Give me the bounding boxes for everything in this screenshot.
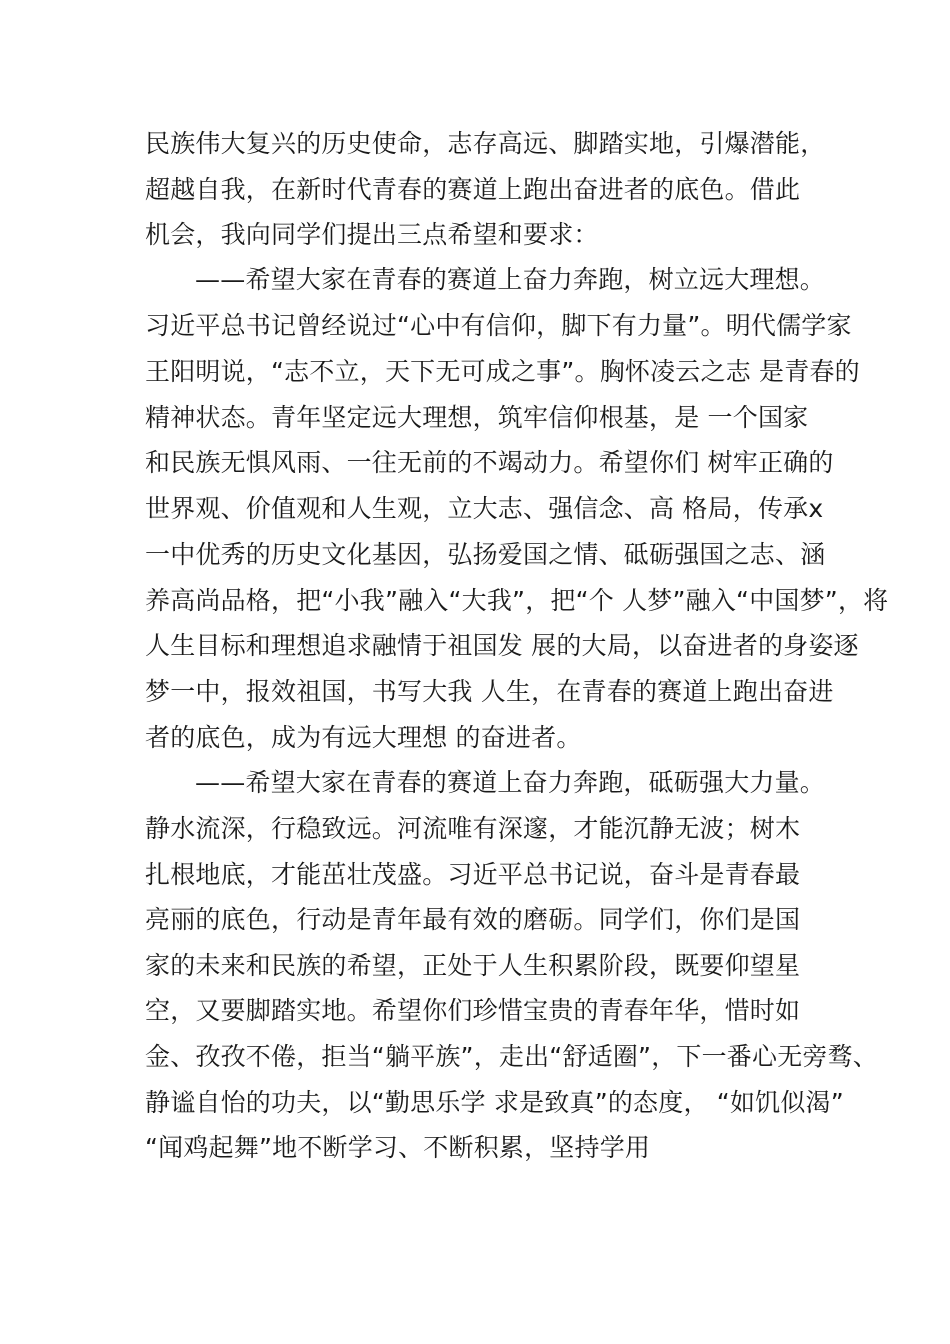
text-line: 王阳明说，“志不立，天下无可成之事”。胸怀凌云之志 是青春的	[145, 357, 860, 386]
text-line: 养高尚品格，把“小我”融入“大我”，把“个 人梦”融入“中国梦”，将	[145, 586, 889, 615]
text-line: 者的底色，成为有远大理想 的奋进者。	[145, 723, 582, 752]
text-line: 超越自我，在新时代青春的赛道上跑出奋进者的底色。借此	[145, 175, 801, 204]
text-line: 人生目标和理想追求融情于祖国发 展的大局，以奋进者的身姿逐	[145, 631, 859, 660]
text-line: 梦一中，报效祖国，书写大我 人生，在青春的赛道上跑出奋进	[145, 677, 834, 706]
text-line: 世界观、价值观和人生观，立大志、强信念、高 格局，传承x	[145, 494, 824, 523]
text-line: 民族伟大复兴的历史使命，志存高远、脚踏实地，引爆潜能，	[145, 129, 826, 158]
text-line: 静谧自怡的功夫，以“勤思乐学 求是致真”的态度， “如饥似渴”	[145, 1088, 844, 1117]
text-line: 和民族无惧风雨、一往无前的不竭动力。希望你们 树牢正确的	[145, 448, 834, 477]
text-line: 亮丽的底色，行动是青年最有效的磨砺。同学们，你们是国	[145, 905, 801, 934]
text-line: “闻鸡起舞”地不断学习、不断积累，坚持学用	[145, 1133, 651, 1162]
paragraph-first-line: ——希望大家在青春的赛道上奋力奔跑，树立远大理想。	[195, 265, 826, 294]
text-line: 习近平总书记曾经说过“心中有信仰，脚下有力量”。明代儒学家	[145, 311, 852, 340]
text-line: 静水流深，行稳致远。河流唯有深邃，才能沉静无波；树木	[145, 814, 801, 843]
paragraph-first-line: ——希望大家在青春的赛道上奋力奔跑，砥砺强大力量。	[195, 768, 826, 797]
text-line: 机会，我向同学们提出三点希望和要求：	[145, 220, 599, 249]
text-line: 空，又要脚踏实地。希望你们珍惜宝贵的青春年华，惜时如	[145, 996, 801, 1025]
text-line: 扎根地底，才能茁壮茂盛。习近平总书记说，奋斗是青春最	[145, 860, 801, 889]
text-line: 精神状态。青年坚定远大理想，筑牢信仰根基，是 一个国家	[145, 403, 809, 432]
text-line: 一中优秀的历史文化基因，弘扬爱国之情、砥砺强国之志、涵	[145, 540, 826, 569]
text-line: 金、孜孜不倦，拒当“躺平族”，走出“舒适圈”，下一番心无旁骛、	[145, 1042, 879, 1071]
text-line: 家的未来和民族的希望，正处于人生积累阶段，既要仰望星	[145, 951, 801, 980]
